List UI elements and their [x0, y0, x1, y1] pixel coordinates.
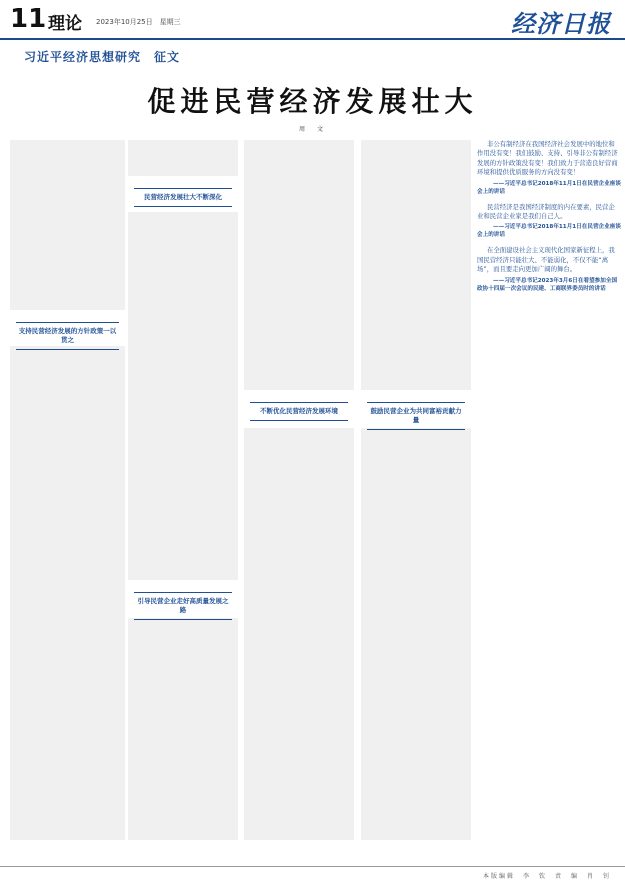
quote-text: 非公有制经济在我国经济社会发展中的地位和作用没有变！我们鼓励、支持、引导非公有制经济发展的方针政策没有变！我们致力于营造良好营商环境和提供优质服务的方向没有变！: [477, 140, 618, 177]
body-text-block: [128, 618, 238, 840]
quote-source: ——习近平总书记2018年11月1日在民营企业座谈会上的讲话: [477, 224, 621, 239]
body-text-block: [244, 140, 354, 390]
quote-item: [477, 203, 621, 240]
publication-date: 2023年10月25日 星期三: [96, 18, 181, 26]
quote-text: 在全面建设社会主义现代化国家新征程上，我国民营经济只能壮大、不能弱化，不仅不能“离场”，而且要走向更加广阔的舞台。: [477, 246, 615, 274]
body-text-block: [10, 140, 125, 310]
article-column-1: [10, 140, 125, 840]
editor-credits: 本版编辑 李 钦 责 编 肖 钊: [482, 873, 611, 880]
page-number: 11: [10, 4, 47, 34]
body-text-block: [361, 428, 471, 840]
quote-sidebar: [477, 140, 621, 840]
subhead-1: 民营经济发展壮大不断深化: [134, 188, 232, 207]
quote-item: [477, 246, 621, 292]
article-column-3: [244, 140, 354, 840]
quote-item: [477, 140, 621, 196]
column-banner: 习近平经济思想研究 征文: [24, 50, 181, 64]
quote-source: ——习近平总书记2023年3月6日在看望参加全国政协十四届一次会议的民建、工商联界委员时的讲话: [477, 277, 618, 292]
article-column-4: [361, 140, 471, 840]
section-name: 理论: [48, 14, 82, 34]
body-text-block: [361, 140, 471, 390]
subhead-4: 引导民营企业走好高质量发展之路: [134, 592, 232, 620]
body-text-block: [128, 212, 238, 580]
page-footer: [0, 866, 625, 885]
body-text-block: [10, 346, 125, 840]
newspaper-logo: 经济日报: [511, 9, 611, 38]
masthead: [0, 0, 625, 40]
subhead-3: 不断优化民营经济发展环境: [250, 402, 348, 421]
quote-text: 民营经济是我国经济制度的内在要素，民营企业和民营企业家是我们自己人。: [477, 202, 615, 221]
subhead-5: 鼓励民营企业为共同富裕贡献力量: [367, 402, 465, 430]
body-text-block: [128, 140, 238, 176]
body-text-block: [244, 428, 354, 840]
article-column-2: [128, 140, 238, 840]
article-author: 周 文: [298, 126, 326, 133]
article-headline: 促进民营经济发展壮大: [147, 85, 478, 118]
quote-source: ——习近平总书记2018年11月1日在民营企业座谈会上的讲话: [477, 180, 621, 195]
subhead-2: 支持民营经济发展的方针政策一以贯之: [16, 322, 119, 350]
